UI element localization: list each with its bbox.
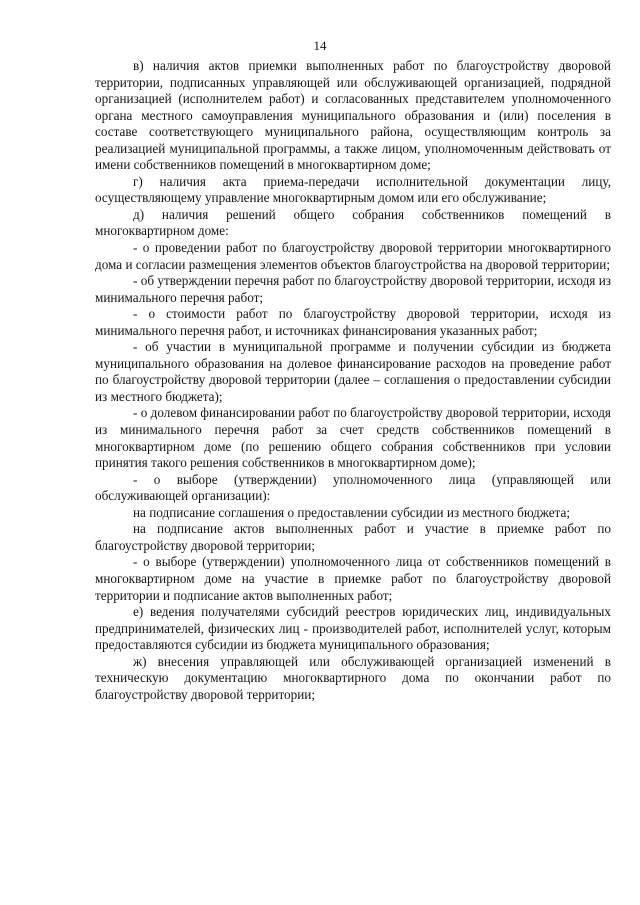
paragraph-g: г) наличия акта приема-передачи исполнительной документации лицу, осуществляющему управление многоквартирным домом или его обслуживание;: [95, 173, 611, 206]
paragraph-d: д) наличия решений общего собрания собственников помещений в многоквартирном доме:: [95, 206, 611, 239]
paragraph-e: е) ведения получателями субсидий реестров юридических лиц, индивидуальных предпринимателей, физических лиц - производителей работ, исполнителей услуг, которым предоставляются субсидии из бюджета муниципального образования;: [95, 604, 611, 653]
list-item-cost-of-works: - о стоимости работ по благоустройству дворовой территории, исходя из минимального перечня работ, и источниках финансирования указанных работ;: [95, 306, 611, 338]
sub-item-sign-acts: на подписание актов выполненных работ и участие в приемке работ по благоустройству дворовой территории;: [95, 521, 611, 553]
list-item-shared-financing: - о долевом финансировании работ по благоустройству дворовой территории, исходя из минимального перечня работ за счет средств собственников помещений в многоквартирном доме (по решению общего собрания собственников при условии принятия такого решения собственников в многоквартирном доме);: [95, 405, 611, 471]
list-item-participation-in-program: - об участии в муниципальной программе и получении субсидии из бюджета муниципального образования на долевое финансирование расходов на проведение работ по благоустройству дворовой территории (далее – соглашения о предоставлении субсидии из местного бюджета);: [95, 339, 611, 404]
list-item-approval-of-works-list: - об утверждении перечня работ по благоустройству дворовой территории, исходя из минимального перечня работ;: [95, 273, 611, 305]
list-item-authorized-person: - о выборе (утверждении) уполномоченного лица от собственников помещений в многоквартирном доме на участие в приемке работ по благоустройству дворовой территории и подписание актов выполненных работ;: [95, 554, 611, 603]
document-body: [95, 58, 611, 703]
paragraph-zh: ж) внесения управляющей или обслуживающей организацией изменений в техническую документацию многоквартирного дома по окончании работ по благоустройству дворовой территории;: [95, 653, 611, 702]
paragraph-v: в) наличия актов приемки выполненных работ по благоустройству дворовой территории, подписанных управляющей или обслуживающей организацией, подрядной организацией (исполнителем работ) и согласованных представителем уполномоченного органа местного самоуправления муниципального образования и (или) поселения в составе соответствующего муниципального района, осуществляющим контроль за реализацией муниципальной программы, а также лицом, уполномоченным действовать от имени собственников помещений в многоквартирном доме;: [95, 58, 611, 173]
page-number: 14: [313, 38, 327, 53]
list-item-authorized-organization: - о выборе (утверждении) уполномоченного лица (управляющей или обслуживающей организации):: [95, 471, 611, 504]
list-item-conducting-works: - о проведении работ по благоустройству дворовой территории многоквартирного дома и согласии размещения элементов объектов благоустройства на дворовой территории;: [95, 240, 611, 272]
sub-item-sign-agreement: на подписание соглашения о предоставлении субсидии из местного бюджета;: [133, 504, 570, 520]
